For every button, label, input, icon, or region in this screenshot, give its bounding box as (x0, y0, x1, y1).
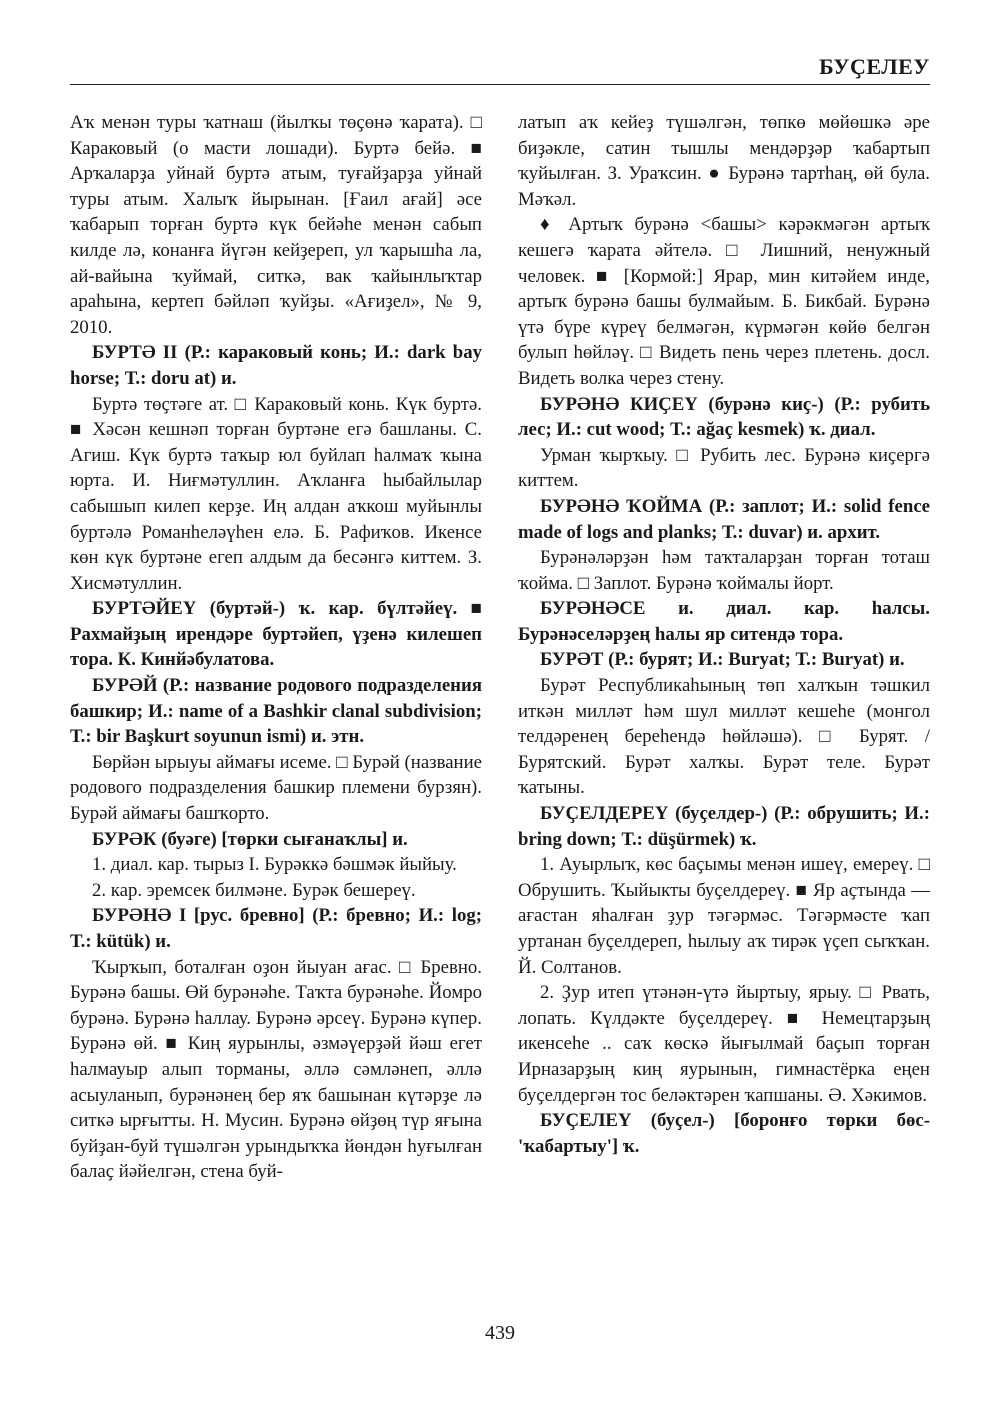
dictionary-entry-headword: БУРТӘЙЕҮ (буртәй-) ҡ. кар. бүлтәйеү. ■ Рахмайҙың ирендәре буртәйеп, үҙенә килешеп тора. К. Кинйәбулатова. (70, 598, 482, 671)
dictionary-entry-headword: БУРТӘ II (Р.: караковый конь; И.: dark bay horse; Т.: doru at) и. (70, 342, 482, 389)
paragraph: Аҡ менән туры ҡатнаш (йылҡы төҫөнә ҡарата). □ Караковый (о масти лошади). Буртә бейә. ■ Арҡаларҙа уйнай буртә атым, туғайҙарҙа уйнай туры атым. Халыҡ йырынан. [Ғаил ағай] әсе ҡабарып торған буртә күк бейәһе менән сабып килде лә, конанға йүгән кейҙереп, ул ҡарышһа ла, ай-вайына ҡуймай, ситкә, вак ҡайынлыҡтар араһына, кертеп бәйләп ҡуйҙы. «Ағиҙел», № 9, 2010. (70, 112, 482, 338)
paragraph: латып аҡ кейеҙ түшәлгән, төпкө мөйөшкә әре биҙәкле, сатин тышлы мендәрҙәр ҡабартып ҡуйылған. З. Ураҡсин. ● Бурәнә тартһаң, өй була. Мәҡәл. (518, 112, 930, 210)
right-column (518, 110, 930, 1159)
paragraph: Бурәт Республикаһының төп халҡын тәшкил иткән милләт һәм шул милләт кешеһе (монгол телдәренең береһендә һөйләшә). □ Бурят. / Бурятский. Бурәт халҡы. Бурәт теле. Бурәт ҡатыны. (518, 675, 930, 799)
page-number: 439 (485, 1322, 515, 1344)
running-title: БУҪЕЛЕУ (819, 54, 930, 79)
dictionary-entry-headword: БУРӘТ (Р.: бурят; И.: Buryat; Т.: Buryat) и. (540, 649, 905, 671)
paragraph: Буртә төҫтәге ат. □ Караковый конь. Күк буртә. ■ Хәсән кешнәп торған буртәне егә башланы. С. Агиш. Күк буртә таҡыр юл буйлап һалмаҡ ҡына юрта. И. Ниғмәтуллин. Аҡланға һыбайлылар сабышып килеп керҙе. Иң алдан аҡкош муйынлы буртәлә Романһеләүһен елә. Б. Рафиҡов. Икенсе көн күк буртәне егеп алдым да бесәнгә киттем. З. Хисмәтуллин. (70, 393, 482, 594)
dictionary-entry-headword: БУРӘК (буәге) [төрки сығанаҡлы] и. (92, 828, 408, 850)
dictionary-entry-headword: БУҪЕЛДЕРЕҮ (буҫелдер-) (Р.: обрушить; И.: bring down; Т.: düşürmek) ҡ. (518, 803, 930, 850)
sense-item: 1. Ауырлыҡ, көс баҫымы менән ишеү, емереү. □ Обрушить. Ҡыйыкты буҫелдереү. ■ Яр аҫтында — ағастан яһалған ҙур тәгәрмәс. Тәгәрмәсте ҡап уртанан буҫелдереп, һылыу аҡ тирәк үҫеп сыҡҡан. Й. Солтанов. (518, 854, 930, 978)
idiom-entry: ♦ Артыҡ бурәнә <башы> кәрәкмәгән артыҡ кешегә ҡарата әйтелә. □ Лишний, ненужный человек. ■ [Кормой:] Ярар, мин китәйем инде, артыҡ бурәнә башы булмайым. Б. Бикбай. Бурәнә үтә бүре күреү белмәгән, күрмәгән көйө белгән булып һөйләү. □ Видеть пень через плетень. досл. Видеть волка через стену. (518, 214, 930, 389)
paragraph: Ҡырҡып, боталған оҙон йыуан ағас. □ Бревно. Бурәнә башы. Өй бурәнәһе. Таҡта бурәнәһе. Йомро бурәнә. Бурәнә һаллау. Бурәнә әрсеү. Бурәнә күпер. Бурәнә өй. ■ Киң яурынлы, әзмәүерҙәй йәш егет һалмауыр алып торманы, әллә сәмләнеп, әллә асыуланып, бурәнәнең бер яҡ башынан күтәрҙе лә ситкә ырғытты. Н. Мусин. Бурәнә өйҙөң түр яғына буйҙан-буй түшәлгән урындыҡҡа йөндән һуғылған балаҫ йәйелгән, стена буй- (70, 956, 482, 1183)
paragraph: Бөрйән ырыуы аймағы исеме. □ Бурәй (название родового подразделения башкир племени бурзян). Бурәй аймағы башҡорто. (70, 751, 482, 825)
dictionary-entry-headword: БУҪЕЛЕҮ (буҫел-) [боронғо төрки бөс- 'ҡабартыу'] ҡ. (518, 1110, 930, 1157)
dictionary-entry-headword: БУРӘНӘ I [рус. бревно] (Р.: бревно; И.: log; Т.: kütük) и. (70, 905, 482, 952)
dictionary-entry-headword: БУРӘЙ (Р.: название родового подразделения башкир; И.: name of a Bashkir clanal subdivision; Т.: bir Başkurt soyunun ismi) и. этн. (70, 675, 482, 748)
running-head (70, 52, 930, 85)
dictionary-entry-headword: БУРӘНӘ КИҪЕҮ (бурәнә киҫ-) (Р.: рубить лес; И.: cut wood; Т.: ağaç kesmek) ҡ. диал. (518, 393, 930, 441)
paragraph: Бурәнәләрҙән һәм таҡталарҙан торған тоташ ҡойма. □ Заплот. Бурәнә ҡоймалы йорт. (518, 547, 930, 594)
paragraph: Урман ҡырҡыу. □ Рубить лес. Бурәнә киҫергә киттем. (518, 444, 930, 492)
left-column (70, 110, 482, 1185)
sense-item: 2. кар. эремсек билмәне. Бурәк бешереү. (92, 879, 416, 901)
dictionary-entry-headword: БУРӘНӘ ҠОЙМА (Р.: заплот; И.: solid fence made of logs and planks; Т.: duvar) и. архит. (518, 495, 930, 543)
sense-item: 1. диал. кар. тырыз I. Бурәккә бәшмәк йыйыу. (92, 854, 457, 876)
sense-item: 2. Ҙур итеп үтәнән-үтә йыртыу, ярыу. □ Рвать, лопать. Күлдәкте буҫелдереү. ■ Немецтарҙың икенсеһе .. саҡ көскә йығылмай баҫып торған Ирназарҙың киң яурынын, гимнастёрка еңен буҫелдергән тос беләктәрен ҡапшаны. Ә. Хәкимов. (518, 982, 930, 1106)
dictionary-entry-headword: БУРӘНӘСЕ и. диал. кар. һалсы. Бурәнәселәрҙең һалы яр ситендә тора. (518, 598, 930, 645)
